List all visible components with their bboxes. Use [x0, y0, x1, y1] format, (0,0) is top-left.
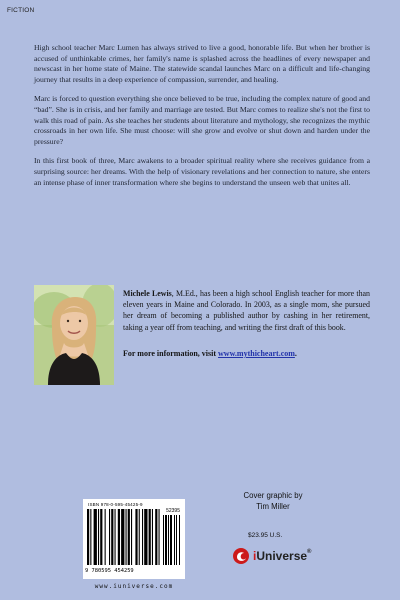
- book-description: [34, 43, 370, 197]
- barcode-digits: 9 780595 454259: [85, 568, 134, 574]
- publisher-website: www.iuniverse.com: [94, 583, 174, 590]
- publisher-name-main: Universe: [256, 549, 308, 563]
- author-website-link[interactable]: www.mythicheart.com: [218, 349, 295, 358]
- price: $23.95 U.S.: [248, 532, 283, 539]
- publisher-logo: [232, 545, 342, 567]
- cover-credit-line1: Cover graphic by: [243, 491, 303, 500]
- publisher-mark: ®: [307, 549, 312, 555]
- isbn-barcode: [83, 499, 185, 579]
- author-bio-text: , M.Ed., has been a high school English teacher for more than eleven years in Maine and Colorado. In 2003, as a single mom, she pursued her dream of becoming a published author by cashing in her retirement, taking a year off from teaching, and writing the first draft of this book.: [123, 289, 370, 332]
- more-info-prefix: For more information, visit: [123, 349, 219, 358]
- blurb-paragraph: Marc is forced to question everything she once believed to be true, including the complex nature of good and “bad”. She is in crisis, and her family and marriage are tested. But Marc comes to realize she's not the first to walk this road of pain. As she teaches her students about literature and mythology, she recognizes the mythic crossroads in her own life. She must choose: will she grow and evolve or shut down and harden under the pressure?: [34, 94, 370, 146]
- author-bio: [123, 288, 370, 333]
- publisher-name-prefix: i: [253, 549, 257, 563]
- author-name: Michele Lewis: [123, 289, 172, 298]
- cover-credit: [228, 491, 318, 512]
- blurb-paragraph: High school teacher Marc Lumen has always strived to live a good, honorable life. But when her brother is accused of unthinkable crimes, her family's name is splashed across the headlines of every newspaper and newscast in her home state of Maine. The statewide scandal launches Marc on a difficult and life-changing journey that results in a deep experience of compassion, surrender, and healing.: [34, 43, 370, 84]
- barcode-bars: [87, 509, 181, 567]
- genre-label: FICTION: [7, 7, 35, 14]
- more-info-line: [123, 349, 373, 358]
- publisher-swirl-icon: [232, 547, 250, 565]
- cover-credit-artist: Tim Miller: [256, 501, 290, 511]
- isbn-number: ISBN 978-0-595-45425-9: [88, 502, 143, 507]
- more-info-suffix: .: [294, 349, 297, 358]
- blurb-paragraph: In this first book of three, Marc awakens to a broader spiritual reality where she receives guidance from a surprising source: her dreams. With the help of visionary revelations and her connection to nature, she enters an intense phase of inner transformation where she begins to understand the unseen web that unites all.: [34, 156, 370, 187]
- publisher-name: [253, 549, 311, 563]
- author-photo: [34, 285, 114, 385]
- price-code: 52395: [166, 508, 180, 514]
